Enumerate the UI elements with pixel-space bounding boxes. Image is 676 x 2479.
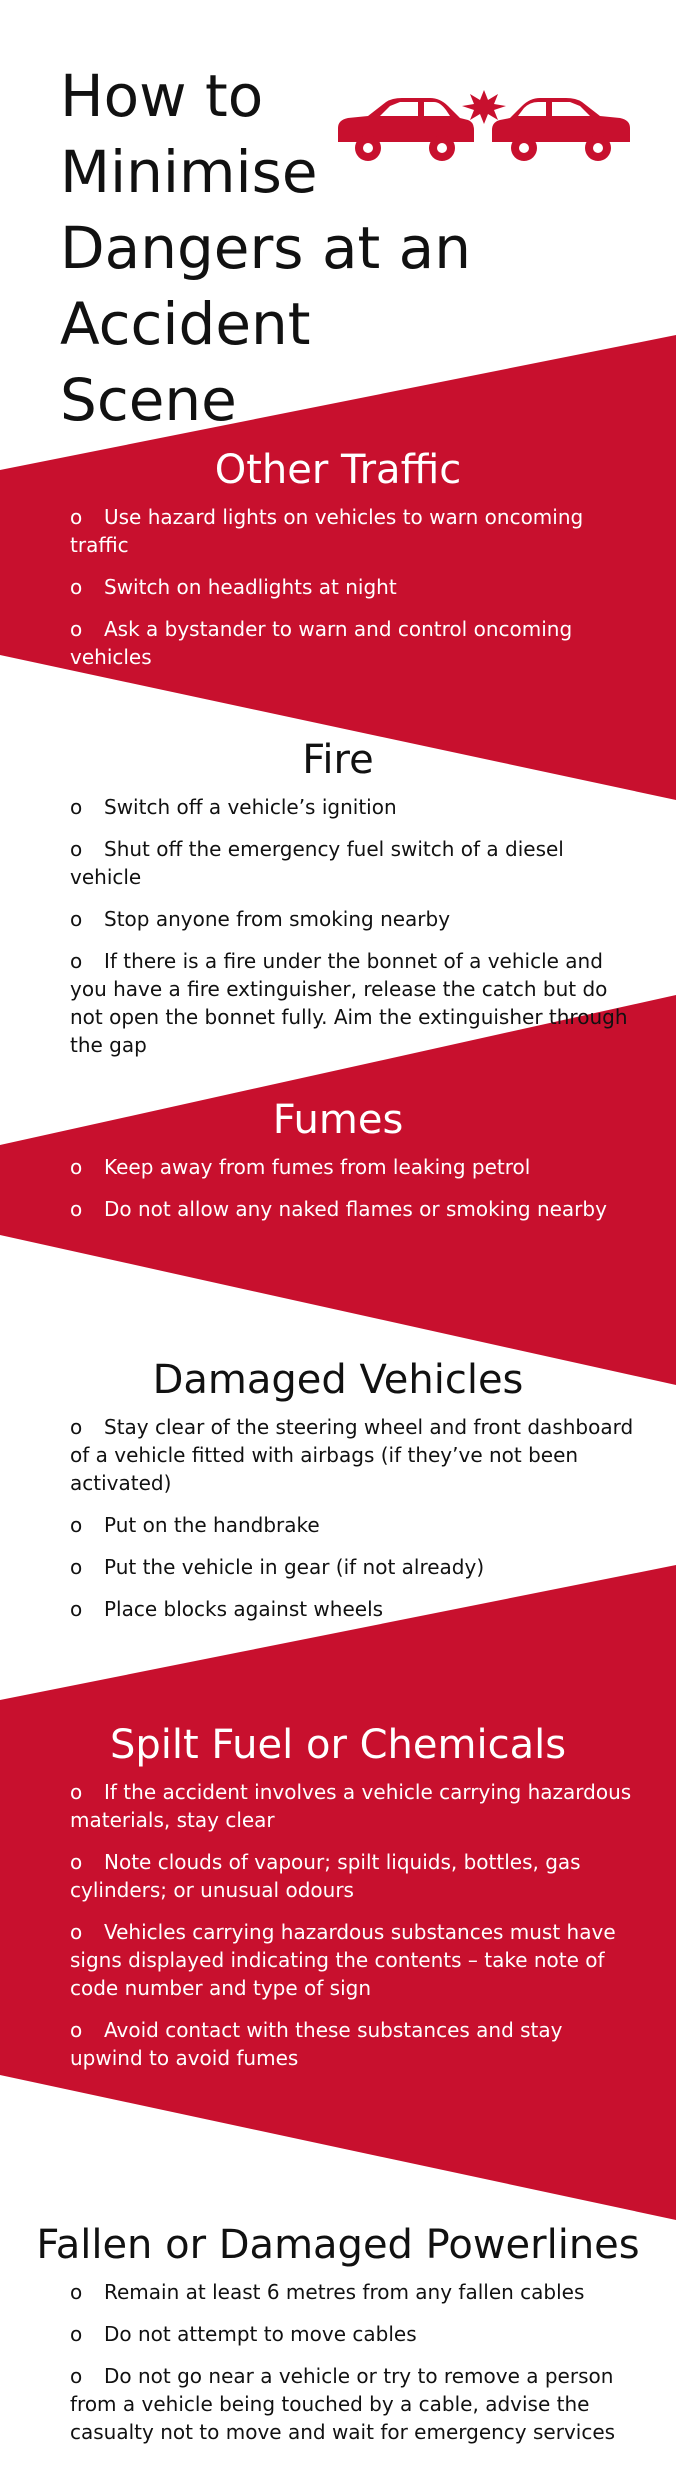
- page-title: How to Minimise Dangers at an Accident Scene: [60, 62, 471, 434]
- section-heading: Other Traffic: [214, 447, 462, 493]
- list-item: o Switch on headlights at night: [70, 573, 636, 601]
- list-item: o Shut off the emergency fuel switch of a diesel vehicle: [70, 835, 636, 891]
- list-item: o Avoid contact with these substances and stay upwind to avoid fumes: [70, 2016, 636, 2072]
- bullet-list: [0, 1153, 676, 1223]
- section-spilt-fuel: [0, 1720, 676, 2086]
- list-item: o Do not attempt to move cables: [70, 2320, 636, 2348]
- section-heading: Fire: [302, 737, 374, 783]
- section-heading: Spilt Fuel or Chemicals: [109, 1722, 567, 1768]
- bullet-list: [0, 1778, 676, 2072]
- bullet-list: [0, 503, 676, 671]
- list-item: o Do not go near a vehicle or try to remove a person from a vehicle being touched by a cable, advise the casualty not to move and wait for emergency services: [70, 2362, 636, 2446]
- list-item: o Stay clear of the steering wheel and front dashboard of a vehicle fitted with airbags (if they’ve not been activated): [70, 1413, 636, 1497]
- list-item: o Ask a bystander to warn and control oncoming vehicles: [70, 615, 636, 671]
- list-item: o Vehicles carrying hazardous substances must have signs displayed indicating the contents – take note of code number and type of sign: [70, 1918, 636, 2002]
- bullet-list: [0, 793, 676, 1059]
- section-other-traffic: [0, 445, 676, 685]
- list-item: o Switch off a vehicle’s ignition: [70, 793, 636, 821]
- section-heading: Damaged Vehicles: [152, 1357, 524, 1403]
- section-heading: Fumes: [272, 1097, 404, 1143]
- list-item: o Remain at least 6 metres from any fallen cables: [70, 2278, 636, 2306]
- section-powerlines: [0, 2220, 676, 2460]
- section-heading: Fallen or Damaged Powerlines: [36, 2222, 640, 2268]
- list-item: o Keep away from fumes from leaking petrol: [70, 1153, 636, 1181]
- list-item: o Do not allow any naked flames or smoking nearby: [70, 1195, 636, 1223]
- section-fire: [0, 735, 676, 1073]
- list-item: o Use hazard lights on vehicles to warn oncoming traffic: [70, 503, 636, 559]
- bullet-list: [0, 2278, 676, 2446]
- list-item: o If there is a fire under the bonnet of a vehicle and you have a fire extinguisher, release the catch but do not open the bonnet fully. Aim the extinguisher through the gap: [70, 947, 636, 1059]
- list-item: o Note clouds of vapour; spilt liquids, bottles, gas cylinders; or unusual odours: [70, 1848, 636, 1904]
- car-collision-icon: [334, 90, 634, 170]
- list-item: o If the accident involves a vehicle carrying hazardous materials, stay clear: [70, 1778, 636, 1834]
- list-item: o Stop anyone from smoking nearby: [70, 905, 636, 933]
- list-item: o Put on the handbrake: [70, 1511, 636, 1539]
- list-item: o Put the vehicle in gear (if not already): [70, 1553, 636, 1581]
- section-fumes: [0, 1095, 676, 1237]
- bullet-list: [0, 1413, 676, 1623]
- section-damaged-vehicles: [0, 1355, 676, 1637]
- list-item: o Place blocks against wheels: [70, 1595, 636, 1623]
